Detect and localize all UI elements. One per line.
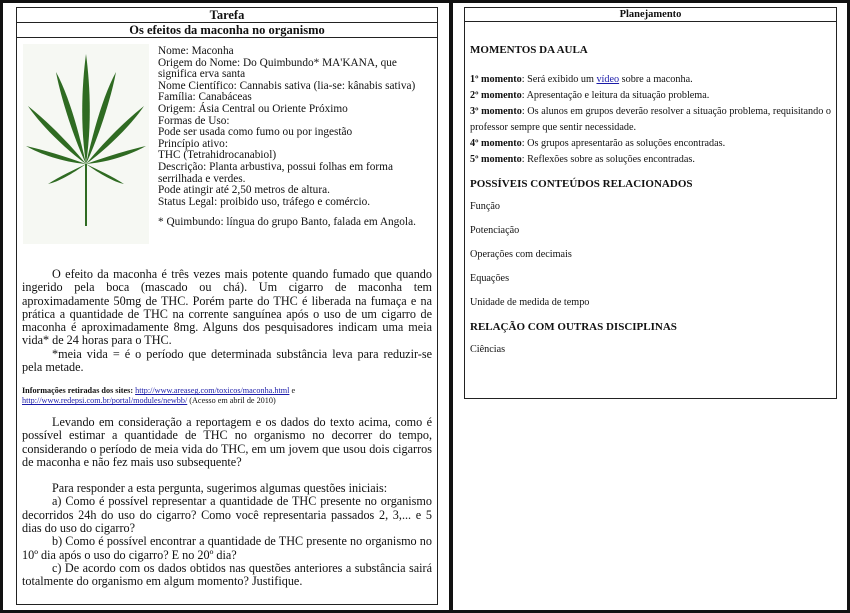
plant-facts (158, 46, 428, 229)
paragraph-thc: O efeito da maconha é três vezes mais potente quando fumado que quando ingerido pela boca (mascado ou chá). Um cigarro de maconha tem aproximadamente 50mg de THC. Porém parte do THC é liberada na fumaça e na prática a quantidade de THC na corrente sanguínea após o uso de um cigarro de maconha é aproximadamente 8mg. Alguns dos pesquisadores indicam uma meia vida* de 24 horas para o THC. (22, 267, 432, 348)
fact-line: Formas de Uso: (158, 114, 230, 127)
fact-line: Origem do Nome: Do Quimbundo* MA'KANA, que significa erva santa (158, 56, 397, 81)
moment-label: 1º momento (470, 74, 522, 85)
moment-text: : Os grupos apresentarão as soluções encontradas. (521, 138, 726, 149)
column-divider (449, 0, 453, 613)
content-item: Operações com decimais (470, 249, 572, 260)
fact-line: Nome Científico: Cannabis sativa (lia-se: kânabis sativa) (158, 79, 416, 92)
content-item: Equações (470, 273, 510, 284)
questions-intro: Para responder a esta pergunta, sugerimos algumas questões iniciais: (52, 481, 388, 496)
main-question: Levando em consideração a reportagem e os dados do texto acima, como é possível estimar a quantidade de THC no organismo no decorrer do tempo, considerando o período de meia vida do THC, em um jovem que usou dois cigarros de maconha e não fez mais uso subsequente? (22, 415, 432, 469)
fact-line: Descrição: Planta arbustiva, possui folhas em forma serrilhada e verdes. (158, 160, 393, 185)
video-link[interactable]: vídeo (596, 74, 620, 85)
moment-label: 2º momento (470, 90, 522, 101)
info-section (22, 268, 432, 406)
fact-line: Status Legal: proibido uso, tráfego e comércio. (158, 195, 371, 208)
moment-label: 5º momento (470, 154, 522, 165)
moment-1 (470, 72, 831, 88)
question-section (22, 416, 432, 589)
moment-text: : Apresentação e leitura da situação problema. (521, 90, 710, 101)
sources (22, 386, 432, 406)
fact-line: THC (Tetrahidrocanabiol) (158, 149, 277, 162)
moment-text: : Será exibido um (521, 74, 597, 85)
moment-label: 3º momento (470, 106, 522, 117)
question-a: a) Como é possível representar a quantidade de THC presente no organismo decorridos 24h do uso do cigarro? Como você representaria passados 2, 3,... e 5 dias do uso do cigarro? (22, 494, 432, 536)
planning-panel (464, 7, 837, 399)
sources-label: Informações retiradas dos sites: (22, 386, 134, 396)
source-link-2[interactable]: http://www.redepsi.com.br/portal/modules/newbb/ (22, 396, 188, 406)
fact-line: Pode ser usada como fumo ou por ingestão (158, 126, 353, 139)
moment-3 (470, 104, 831, 136)
fact-line: Família: Canabáceas (158, 91, 252, 104)
moments-title: MOMENTOS DA AULA (470, 44, 588, 56)
content-item: Função (470, 201, 500, 212)
planning-header: Planejamento (465, 8, 836, 22)
content-item: Potenciação (470, 225, 520, 236)
task-header: Tarefa (17, 8, 437, 23)
fact-line: Pode atingir até 2,50 metros de altura. (158, 184, 330, 197)
fact-line: Princípio ativo: (158, 137, 228, 150)
half-life-note: *meia vida = é o período que determinada substância leva para reduzir-se pela metade. (22, 346, 432, 375)
footnote: * Quimbundo: língua do grupo Banto, falada em Angola. (158, 216, 416, 229)
moment-2 (470, 88, 831, 104)
access-date: (Acesso em abril de 2010) (187, 396, 276, 406)
cannabis-leaf-image (23, 44, 149, 244)
source-link-1[interactable]: http://www.areaseg.com/toxicos/maconha.html (135, 386, 290, 396)
sources-separator: e (289, 386, 296, 396)
moment-5 (470, 152, 831, 168)
fact-line: Origem: Ásia Central ou Oriente Próximo (158, 102, 348, 115)
moment-4 (470, 136, 831, 152)
fact-line: Nome: Maconha (158, 45, 234, 57)
question-b: b) Como é possível encontrar a quantidade de THC presente no organismo no 10º dia após o uso do cigarro? E no 20º dia? (22, 534, 432, 562)
moment-label: 4º momento (470, 138, 522, 149)
task-title: Os efeitos da maconha no organismo (17, 23, 437, 38)
task-panel (16, 7, 438, 605)
discipline-item: Ciências (470, 344, 506, 355)
contents-title: POSSÍVEIS CONTEÚDOS RELACIONADOS (470, 178, 693, 190)
moment-text: : Os alunos em grupos deverão resolver a situação problema, requisitando o professor sempre que sentir necessidade. (470, 106, 831, 133)
content-item: Unidade de medida de tempo (470, 297, 590, 308)
question-c: c) De acordo com os dados obtidos nas questões anteriores a substância sairá totalmente do organismo em algum momento? Justifique. (22, 560, 432, 589)
moment-text: sobre a maconha. (619, 74, 693, 85)
moment-text: : Reflexões sobre as soluções encontradas. (521, 154, 695, 165)
disciplines-title: RELAÇÃO COM OUTRAS DISCIPLINAS (470, 321, 677, 333)
